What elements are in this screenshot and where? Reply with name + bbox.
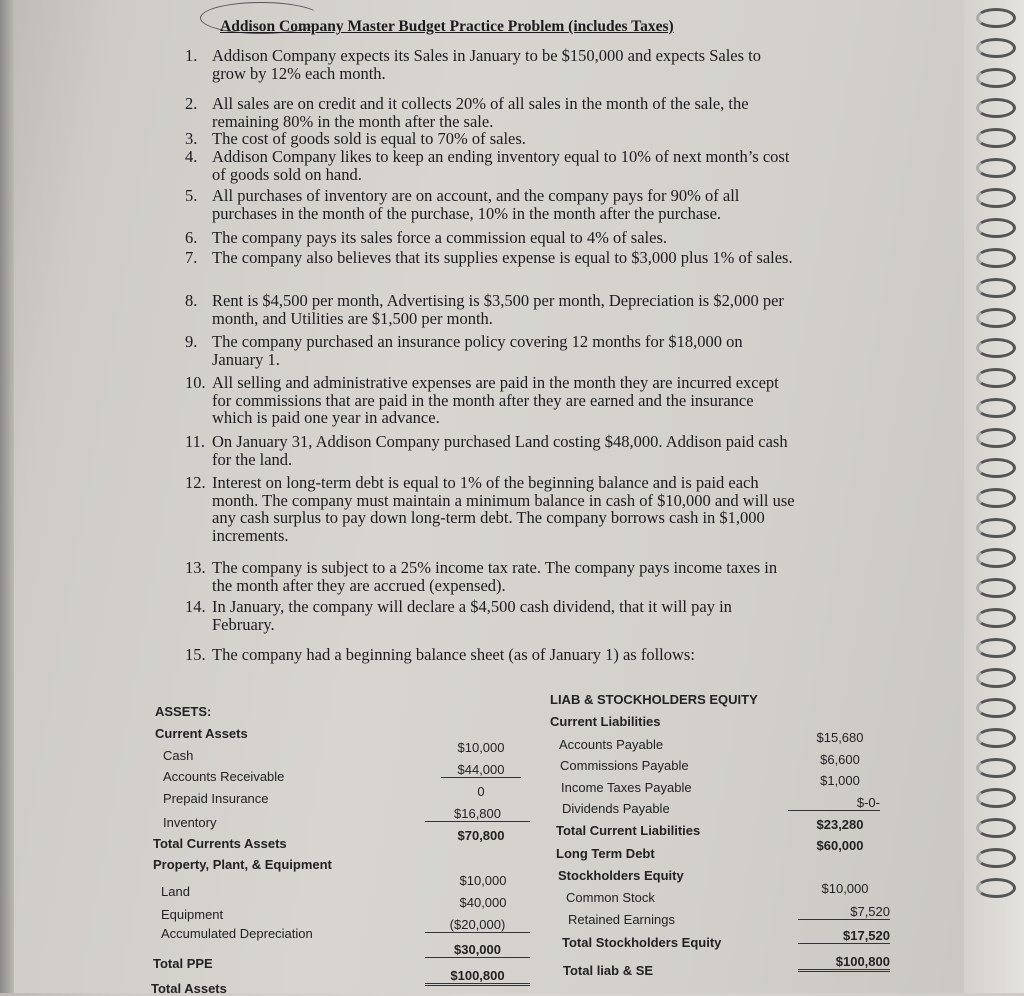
liability-label: Common Stock: [566, 890, 655, 905]
list-item: [185, 187, 795, 222]
spiral-ring: [976, 98, 1016, 118]
liability-label: Long Term Debt: [556, 846, 655, 861]
spiral-ring: [976, 38, 1016, 58]
spiral-ring: [976, 668, 1016, 688]
asset-label: Total Assets: [151, 981, 227, 996]
asset-value: 0: [477, 784, 485, 799]
asset-label: Total Currents Assets: [153, 836, 287, 851]
asset-value: $30,000: [425, 942, 530, 958]
list-item: [185, 433, 795, 468]
item-text: All selling and administrative expenses are paid in the month they are incurred except for commissions that are paid in the month after they are earned and the insurance which is paid one year in advance.: [212, 373, 779, 427]
spiral-ring: [976, 128, 1016, 148]
liability-value: $10,000: [821, 881, 869, 896]
spiral-ring: [976, 458, 1016, 478]
liability-label: Income Taxes Payable: [561, 780, 692, 795]
list-item: [185, 374, 795, 427]
item-text: Rent is $4,500 per month, Advertising is $3,500 per month, Depreciation is $2,000 per month, and Utilities are $1,500 per month.: [212, 291, 784, 328]
document-title: Addison Company Master Budget Practice Problem (includes Taxes): [220, 18, 674, 35]
item-number: 14.: [185, 597, 206, 616]
liability-label: Current Liabilities: [550, 714, 661, 729]
asset-value: ($20,000): [425, 917, 530, 933]
asset-label: Land: [161, 884, 190, 899]
asset-value: $44,000: [441, 762, 521, 778]
liability-value: $1,000: [820, 773, 860, 788]
asset-label: ASSETS:: [155, 704, 212, 719]
spiral-ring: [976, 578, 1016, 598]
spiral-ring: [976, 428, 1016, 448]
list-item: [185, 474, 795, 544]
spiral-ring: [976, 278, 1016, 298]
item-number: 10.: [185, 373, 206, 392]
spiral-ring: [976, 698, 1016, 718]
liability-value: $60,000: [816, 838, 864, 853]
asset-value: $100,800: [425, 968, 530, 986]
spiral-ring: [976, 878, 1016, 898]
liability-value: $17,520: [798, 928, 890, 944]
asset-label: Current Assets: [155, 726, 248, 741]
asset-label: Total PPE: [153, 956, 213, 971]
asset-value: $40,000: [459, 895, 507, 910]
asset-label: Cash: [163, 748, 194, 763]
asset-label: Inventory: [163, 815, 217, 830]
spiral-ring: [976, 848, 1016, 868]
list-item: [185, 130, 795, 148]
list-item: [185, 95, 795, 130]
list-item: [185, 47, 795, 82]
item-number: 2.: [185, 94, 198, 113]
item-number: 8.: [185, 291, 198, 310]
liability-label: Stockholders Equity: [558, 868, 684, 883]
item-number: 1.: [185, 46, 198, 65]
liability-label: Total liab & SE: [563, 963, 654, 978]
spiral-ring: [976, 218, 1016, 238]
spiral-ring: [976, 308, 1016, 328]
spiral-ring: [976, 8, 1016, 28]
asset-label: Accumulated Depreciation: [161, 926, 313, 941]
item-text: In January, the company will declare a $4,500 cash dividend, that it will pay in February.: [212, 597, 732, 634]
spiral-ring: [976, 758, 1016, 778]
spiral-ring: [976, 158, 1016, 178]
asset-value: $16,800: [425, 806, 530, 822]
asset-label: Property, Plant, & Equipment: [153, 857, 332, 872]
liability-label: Dividends Payable: [562, 801, 670, 816]
item-text: The company pays its sales force a commission equal to 4% of sales.: [212, 228, 668, 247]
liability-label: LIAB & STOCKHOLDERS EQUITY: [550, 692, 758, 707]
item-number: 3.: [185, 129, 198, 148]
list-item: [185, 249, 795, 267]
asset-label: Prepaid Insurance: [163, 791, 269, 806]
spiral-ring: [976, 188, 1016, 208]
liability-label: Retained Earnings: [568, 912, 675, 927]
list-item: [185, 559, 795, 594]
page-edge: [0, 0, 14, 993]
liability-value: $7,520: [798, 904, 890, 920]
liability-value: $-0-: [788, 795, 880, 811]
item-text: The company is subject to a 25% income tax rate. The company pays income taxes in the month after they are accrued (expensed).: [212, 558, 778, 595]
spiral-ring: [976, 788, 1016, 808]
asset-value: $70,800: [457, 828, 505, 843]
spiral-ring: [976, 338, 1016, 358]
spiral-ring: [976, 818, 1016, 838]
spiral-ring: [976, 398, 1016, 418]
list-item: [185, 598, 795, 633]
spiral-ring: [976, 548, 1016, 568]
item-text: Addison Company likes to keep an ending inventory equal to 10% of next month’s cost of goods sold on hand.: [212, 147, 790, 184]
list-item: [185, 292, 795, 327]
item-text: The company purchased an insurance policy covering 12 months for $18,000 on January 1.: [212, 332, 743, 369]
liability-value: $15,680: [816, 730, 864, 745]
spiral-ring: [976, 518, 1016, 538]
spiral-ring: [976, 368, 1016, 388]
liability-label: Total Current Liabilities: [556, 823, 701, 838]
item-number: 4.: [185, 147, 198, 166]
liability-value: $6,600: [820, 752, 860, 767]
liability-value: $100,800: [798, 954, 890, 972]
liability-label: Total Stockholders Equity: [562, 935, 722, 950]
item-number: 6.: [185, 228, 198, 247]
item-text: Addison Company expects its Sales in January to be $150,000 and expects Sales to grow by 12% each month.: [212, 46, 761, 83]
list-item: [185, 229, 795, 247]
spiral-ring: [976, 608, 1016, 628]
list-item: [185, 646, 795, 664]
asset-value: $10,000: [457, 740, 505, 755]
item-number: 12.: [185, 473, 206, 492]
asset-value: $10,000: [459, 873, 507, 888]
asset-label: Equipment: [161, 907, 224, 922]
item-text: The company had a beginning balance sheet (as of January 1) as follows:: [212, 645, 695, 664]
liability-label: Commissions Payable: [560, 758, 689, 773]
item-text: The company also believes that its supplies expense is equal to $3,000 plus 1% of sales.: [212, 248, 793, 267]
item-text: Interest on long-term debt is equal to 1% of the beginning balance and is paid each month. The company must maintain a minimum balance in cash of $10,000 and will use any cash surplus to pay down long-term debt. The company borrows cash in $1,000 increments.: [212, 473, 795, 545]
spiral-binding: [964, 0, 1024, 993]
spiral-ring: [976, 728, 1016, 748]
item-text: The cost of goods sold is equal to 70% of sales.: [212, 129, 526, 148]
item-number: 11.: [185, 432, 206, 451]
spiral-ring: [976, 68, 1016, 88]
spiral-ring: [976, 638, 1016, 658]
liability-label: Accounts Payable: [559, 737, 664, 752]
list-item: [185, 148, 795, 183]
spiral-ring: [976, 488, 1016, 508]
liability-value: $23,280: [816, 817, 864, 832]
item-text: On January 31, Addison Company purchased Land costing $48,000. Addison paid cash for the land.: [212, 432, 788, 469]
item-number: 13.: [185, 558, 206, 577]
item-text: All purchases of inventory are on account, and the company pays for 90% of all purchases in the month of the purchase, 10% in the month after the purchase.: [212, 186, 740, 223]
spiral-ring: [976, 248, 1016, 268]
item-text: All sales are on credit and it collects 20% of all sales in the month of the sale, the remaining 80% in the month after the sale.: [212, 94, 749, 131]
item-number: 9.: [185, 332, 198, 351]
item-number: 5.: [185, 186, 198, 205]
item-number: 15.: [185, 645, 206, 664]
list-item: [185, 333, 795, 368]
asset-label: Accounts Receivable: [163, 769, 285, 784]
item-number: 7.: [185, 248, 198, 267]
